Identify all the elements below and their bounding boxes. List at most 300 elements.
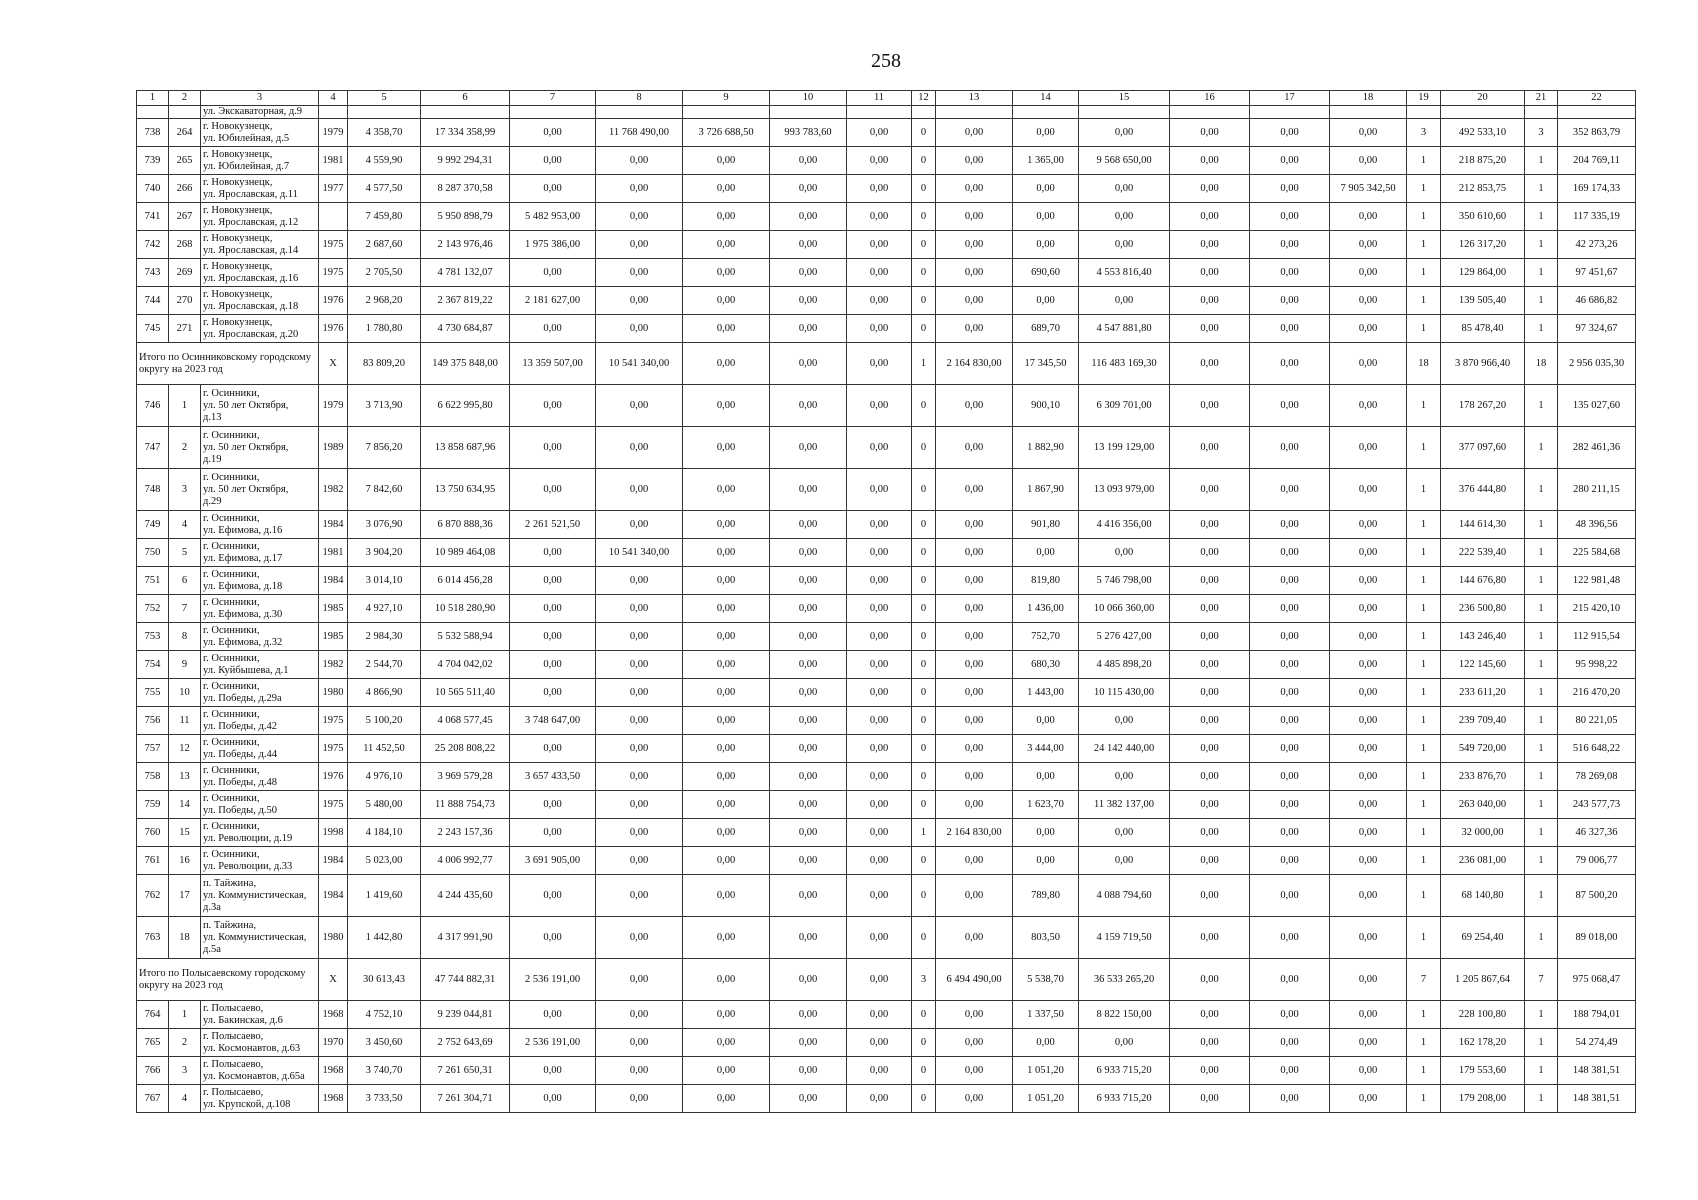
cell-col-18: 0,00 <box>1330 259 1407 287</box>
address-cell: г. Осинники, ул. Победы, д.42 <box>201 707 319 735</box>
cell-col-6: 7 261 304,71 <box>421 1085 510 1113</box>
cell-col-17: 0,00 <box>1250 343 1330 385</box>
column-header-9: 9 <box>683 91 770 106</box>
cell-col-18: 0,00 <box>1330 1001 1407 1029</box>
cell-col-7: 0,00 <box>510 1085 596 1113</box>
cell-col-4: 1984 <box>319 511 348 539</box>
cell-col-7: 0,00 <box>510 735 596 763</box>
cell-col-6: 10 518 280,90 <box>421 595 510 623</box>
cell-col-12: 0 <box>912 847 936 875</box>
address-cell: г. Новокузнецк, ул. Ярославская, д.14 <box>201 231 319 259</box>
cell-col-4: 1980 <box>319 679 348 707</box>
cell-col-5: 4 559,90 <box>348 147 421 175</box>
cell-col-14: 1 443,00 <box>1013 679 1079 707</box>
cell-col-10: 0,00 <box>770 1001 847 1029</box>
cell-col-12: 0 <box>912 231 936 259</box>
empty-cell <box>683 106 770 119</box>
cell-col-22: 95 998,22 <box>1558 651 1636 679</box>
address-cell: г. Новокузнецк, ул. Ярославская, д.16 <box>201 259 319 287</box>
cell-col-19: 1 <box>1407 259 1441 287</box>
cell-col-16: 0,00 <box>1170 651 1250 679</box>
cell-col-13: 0,00 <box>936 119 1013 147</box>
empty-cell <box>847 106 912 119</box>
cell-col-5: 1 780,80 <box>348 315 421 343</box>
cell-col-14: 1 867,90 <box>1013 469 1079 511</box>
cell-col-5: 2 984,30 <box>348 623 421 651</box>
cell-col-7: 5 482 953,00 <box>510 203 596 231</box>
cell-col-12: 0 <box>912 385 936 427</box>
item-number: 1 <box>169 1001 201 1029</box>
cell-col-8: 11 768 490,00 <box>596 119 683 147</box>
cell-col-16: 0,00 <box>1170 287 1250 315</box>
cell-col-10: 0,00 <box>770 791 847 819</box>
address-cell: г. Новокузнецк, ул. Ярославская, д.18 <box>201 287 319 315</box>
cell-col-8: 0,00 <box>596 707 683 735</box>
cell-col-14: 0,00 <box>1013 175 1079 203</box>
cell-col-17: 0,00 <box>1250 595 1330 623</box>
cell-col-13: 0,00 <box>936 679 1013 707</box>
address-cell: г. Новокузнецк, ул. Юбилейная, д.7 <box>201 147 319 175</box>
cell-col-14: 0,00 <box>1013 1029 1079 1057</box>
cell-col-12: 0 <box>912 679 936 707</box>
column-header-11: 11 <box>847 91 912 106</box>
cell-col-10: 0,00 <box>770 469 847 511</box>
cell-col-11: 0,00 <box>847 1085 912 1113</box>
table-row <box>137 287 1636 315</box>
cell-col-15: 8 822 150,00 <box>1079 1001 1170 1029</box>
cell-col-16: 0,00 <box>1170 1029 1250 1057</box>
row-number: 742 <box>137 231 169 259</box>
cell-col-15: 36 533 265,20 <box>1079 959 1170 1001</box>
table-row <box>137 1057 1636 1085</box>
item-number: 18 <box>169 917 201 959</box>
cell-col-16: 0,00 <box>1170 203 1250 231</box>
row-number: 763 <box>137 917 169 959</box>
cell-col-22: 188 794,01 <box>1558 1001 1636 1029</box>
cell-col-15: 6 933 715,20 <box>1079 1057 1170 1085</box>
cell-col-20: 222 539,40 <box>1441 539 1525 567</box>
cell-col-15: 4 088 794,60 <box>1079 875 1170 917</box>
cell-col-6: 10 565 511,40 <box>421 679 510 707</box>
cell-col-8: 0,00 <box>596 1085 683 1113</box>
cell-col-4: 1968 <box>319 1001 348 1029</box>
cell-col-14: 900,10 <box>1013 385 1079 427</box>
cell-col-4: 1976 <box>319 287 348 315</box>
table-row <box>137 175 1636 203</box>
address-cell: г. Осинники, ул. 50 лет Октября, д.29 <box>201 469 319 511</box>
cell-col-11: 0,00 <box>847 875 912 917</box>
cell-col-18: 0,00 <box>1330 1085 1407 1113</box>
item-number: 12 <box>169 735 201 763</box>
cell-col-22: 225 584,68 <box>1558 539 1636 567</box>
cell-col-20: 1 205 867,64 <box>1441 959 1525 1001</box>
cell-col-10: 0,00 <box>770 175 847 203</box>
cell-col-4: 1975 <box>319 259 348 287</box>
address-cell: г. Осинники, ул. Ефимова, д.32 <box>201 623 319 651</box>
cell-col-4: 1979 <box>319 385 348 427</box>
cell-col-4: 1968 <box>319 1057 348 1085</box>
cell-col-22: 148 381,51 <box>1558 1057 1636 1085</box>
row-number: 759 <box>137 791 169 819</box>
cell-col-7: 0,00 <box>510 539 596 567</box>
cell-col-7: 3 748 647,00 <box>510 707 596 735</box>
table-row <box>137 595 1636 623</box>
cell-col-21: 1 <box>1525 875 1558 917</box>
cell-col-9: 0,00 <box>683 567 770 595</box>
address-cell: г. Полысаево, ул. Космонавтов, д.65а <box>201 1057 319 1085</box>
cell-col-12: 0 <box>912 875 936 917</box>
table-row <box>137 539 1636 567</box>
cell-col-4: 1984 <box>319 847 348 875</box>
cell-col-20: 218 875,20 <box>1441 147 1525 175</box>
cell-col-9: 0,00 <box>683 1029 770 1057</box>
cell-col-12: 0 <box>912 469 936 511</box>
empty-cell <box>770 106 847 119</box>
cell-col-11: 0,00 <box>847 959 912 1001</box>
cell-col-9: 0,00 <box>683 763 770 791</box>
cell-col-20: 236 500,80 <box>1441 595 1525 623</box>
cell-col-21: 1 <box>1525 1001 1558 1029</box>
register-body <box>137 91 1636 1113</box>
column-header-22: 22 <box>1558 91 1636 106</box>
cell-col-19: 1 <box>1407 469 1441 511</box>
address-cell: г. Новокузнецк, ул. Ярославская, д.11 <box>201 175 319 203</box>
row-number: 752 <box>137 595 169 623</box>
cell-col-8: 0,00 <box>596 469 683 511</box>
cell-col-21: 1 <box>1525 707 1558 735</box>
cell-col-18: 0,00 <box>1330 595 1407 623</box>
cell-col-19: 1 <box>1407 539 1441 567</box>
cell-col-20: 139 505,40 <box>1441 287 1525 315</box>
cell-col-12: 0 <box>912 1085 936 1113</box>
row-number: 749 <box>137 511 169 539</box>
cell-col-8: 0,00 <box>596 231 683 259</box>
cell-col-11: 0,00 <box>847 1029 912 1057</box>
address-cell: п. Тайжина, ул. Коммунистическая, д.5а <box>201 917 319 959</box>
cell-col-21: 1 <box>1525 287 1558 315</box>
cell-col-17: 0,00 <box>1250 385 1330 427</box>
cell-col-22: 54 274,49 <box>1558 1029 1636 1057</box>
empty-cell <box>169 106 201 119</box>
cell-col-5: 7 842,60 <box>348 469 421 511</box>
cell-col-22: 122 981,48 <box>1558 567 1636 595</box>
cell-col-22: 97 451,67 <box>1558 259 1636 287</box>
cell-col-16: 0,00 <box>1170 385 1250 427</box>
cell-col-13: 0,00 <box>936 763 1013 791</box>
cell-col-22: 46 686,82 <box>1558 287 1636 315</box>
item-number: 266 <box>169 175 201 203</box>
table-row <box>137 231 1636 259</box>
cell-col-16: 0,00 <box>1170 917 1250 959</box>
cell-col-15: 9 568 650,00 <box>1079 147 1170 175</box>
cell-col-4: X <box>319 959 348 1001</box>
cell-col-13: 0,00 <box>936 1001 1013 1029</box>
cell-col-22: 135 027,60 <box>1558 385 1636 427</box>
cell-col-20: 3 870 966,40 <box>1441 343 1525 385</box>
table-row <box>137 1001 1636 1029</box>
cell-col-9: 0,00 <box>683 231 770 259</box>
cell-col-20: 239 709,40 <box>1441 707 1525 735</box>
cell-col-15: 0,00 <box>1079 231 1170 259</box>
item-number: 9 <box>169 651 201 679</box>
cell-col-8: 0,00 <box>596 847 683 875</box>
cell-col-4: 1975 <box>319 231 348 259</box>
cell-col-8: 0,00 <box>596 651 683 679</box>
cell-col-6: 2 143 976,46 <box>421 231 510 259</box>
cell-col-14: 0,00 <box>1013 203 1079 231</box>
cell-col-13: 0,00 <box>936 287 1013 315</box>
cell-col-5: 4 358,70 <box>348 119 421 147</box>
cell-col-6: 6 622 995,80 <box>421 385 510 427</box>
cell-col-6: 2 243 157,36 <box>421 819 510 847</box>
cell-col-16: 0,00 <box>1170 847 1250 875</box>
cell-col-16: 0,00 <box>1170 567 1250 595</box>
cell-col-13: 0,00 <box>936 735 1013 763</box>
empty-cell <box>1525 106 1558 119</box>
cell-col-5: 2 968,20 <box>348 287 421 315</box>
cell-col-9: 0,00 <box>683 175 770 203</box>
cell-col-19: 1 <box>1407 175 1441 203</box>
row-number: 766 <box>137 1057 169 1085</box>
cell-col-19: 1 <box>1407 287 1441 315</box>
cell-col-16: 0,00 <box>1170 623 1250 651</box>
table-row <box>137 469 1636 511</box>
item-number: 16 <box>169 847 201 875</box>
cell-col-12: 0 <box>912 595 936 623</box>
cell-col-12: 1 <box>912 819 936 847</box>
cell-col-13: 0,00 <box>936 385 1013 427</box>
row-number: 746 <box>137 385 169 427</box>
cell-col-9: 0,00 <box>683 735 770 763</box>
cell-col-18: 0,00 <box>1330 511 1407 539</box>
row-number: 755 <box>137 679 169 707</box>
cell-col-11: 0,00 <box>847 735 912 763</box>
table-row <box>137 917 1636 959</box>
cell-col-6: 4 317 991,90 <box>421 917 510 959</box>
cell-col-10: 0,00 <box>770 231 847 259</box>
cell-col-21: 1 <box>1525 917 1558 959</box>
cell-col-21: 1 <box>1525 1085 1558 1113</box>
cell-col-5: 1 442,80 <box>348 917 421 959</box>
cell-col-5: 4 577,50 <box>348 175 421 203</box>
cell-col-13: 2 164 830,00 <box>936 819 1013 847</box>
cell-col-16: 0,00 <box>1170 315 1250 343</box>
cell-col-11: 0,00 <box>847 679 912 707</box>
cell-col-22: 89 018,00 <box>1558 917 1636 959</box>
empty-cell <box>936 106 1013 119</box>
cell-col-21: 1 <box>1525 623 1558 651</box>
cell-col-17: 0,00 <box>1250 511 1330 539</box>
cell-col-5: 11 452,50 <box>348 735 421 763</box>
cell-col-12: 0 <box>912 1029 936 1057</box>
cell-col-13: 0,00 <box>936 147 1013 175</box>
cell-col-12: 0 <box>912 651 936 679</box>
cell-col-13: 0,00 <box>936 651 1013 679</box>
cell-col-19: 1 <box>1407 1085 1441 1113</box>
cell-col-7: 0,00 <box>510 917 596 959</box>
cell-col-15: 0,00 <box>1079 707 1170 735</box>
cell-col-9: 0,00 <box>683 651 770 679</box>
cell-col-6: 9 992 294,31 <box>421 147 510 175</box>
cell-col-9: 0,00 <box>683 315 770 343</box>
address-cell: г. Осинники, ул. Ефимова, д.18 <box>201 567 319 595</box>
cell-col-6: 10 989 464,08 <box>421 539 510 567</box>
cell-col-19: 18 <box>1407 343 1441 385</box>
cell-col-12: 0 <box>912 203 936 231</box>
row-number: 738 <box>137 119 169 147</box>
row-number: 739 <box>137 147 169 175</box>
row-number: 756 <box>137 707 169 735</box>
cell-col-7: 0,00 <box>510 147 596 175</box>
cell-col-22: 204 769,11 <box>1558 147 1636 175</box>
cell-col-16: 0,00 <box>1170 707 1250 735</box>
cell-col-22: 79 006,77 <box>1558 847 1636 875</box>
cell-col-21: 1 <box>1525 763 1558 791</box>
address-cell: г. Новокузнецк, ул. Ярославская, д.20 <box>201 315 319 343</box>
cell-col-16: 0,00 <box>1170 511 1250 539</box>
cell-col-21: 18 <box>1525 343 1558 385</box>
column-header-6: 6 <box>421 91 510 106</box>
cell-col-5: 2 687,60 <box>348 231 421 259</box>
cell-col-7: 0,00 <box>510 679 596 707</box>
row-number: 767 <box>137 1085 169 1113</box>
empty-cell <box>1250 106 1330 119</box>
cell-col-16: 0,00 <box>1170 679 1250 707</box>
cell-col-4: 1998 <box>319 819 348 847</box>
cell-col-5: 2 705,50 <box>348 259 421 287</box>
column-header-17: 17 <box>1250 91 1330 106</box>
cell-col-21: 1 <box>1525 469 1558 511</box>
cell-col-6: 2 367 819,22 <box>421 287 510 315</box>
cell-col-17: 0,00 <box>1250 203 1330 231</box>
cell-col-4: 1977 <box>319 175 348 203</box>
cell-col-12: 3 <box>912 959 936 1001</box>
cell-col-17: 0,00 <box>1250 1085 1330 1113</box>
cell-col-13: 0,00 <box>936 175 1013 203</box>
cell-col-12: 0 <box>912 119 936 147</box>
cell-col-16: 0,00 <box>1170 539 1250 567</box>
cell-col-22: 2 956 035,30 <box>1558 343 1636 385</box>
column-header-20: 20 <box>1441 91 1525 106</box>
cell-col-17: 0,00 <box>1250 707 1330 735</box>
cell-col-9: 0,00 <box>683 707 770 735</box>
cell-col-21: 1 <box>1525 315 1558 343</box>
cell-col-15: 0,00 <box>1079 203 1170 231</box>
cell-col-6: 2 752 643,69 <box>421 1029 510 1057</box>
cell-col-12: 0 <box>912 315 936 343</box>
cell-col-15: 24 142 440,00 <box>1079 735 1170 763</box>
cell-col-8: 0,00 <box>596 1029 683 1057</box>
row-number: 741 <box>137 203 169 231</box>
cell-col-21: 3 <box>1525 119 1558 147</box>
cell-col-22: 48 396,56 <box>1558 511 1636 539</box>
cell-col-18: 0,00 <box>1330 231 1407 259</box>
cell-col-13: 0,00 <box>936 847 1013 875</box>
table-row <box>137 1085 1636 1113</box>
table-row <box>137 763 1636 791</box>
cell-col-21: 1 <box>1525 847 1558 875</box>
cell-col-12: 0 <box>912 567 936 595</box>
cell-col-11: 0,00 <box>847 175 912 203</box>
cell-col-8: 0,00 <box>596 791 683 819</box>
row-number: 762 <box>137 875 169 917</box>
row-number: 744 <box>137 287 169 315</box>
empty-cell <box>1013 106 1079 119</box>
cell-col-22: 80 221,05 <box>1558 707 1636 735</box>
address-cell: г. Осинники, ул. Ефимова, д.30 <box>201 595 319 623</box>
cell-col-11: 0,00 <box>847 917 912 959</box>
item-number: 3 <box>169 469 201 511</box>
cell-col-16: 0,00 <box>1170 231 1250 259</box>
cell-col-4: 1984 <box>319 875 348 917</box>
cell-col-20: 122 145,60 <box>1441 651 1525 679</box>
cell-col-14: 680,30 <box>1013 651 1079 679</box>
cell-col-5: 30 613,43 <box>348 959 421 1001</box>
cell-col-9: 0,00 <box>683 427 770 469</box>
cell-col-10: 993 783,60 <box>770 119 847 147</box>
cell-col-15: 4 547 881,80 <box>1079 315 1170 343</box>
cell-col-16: 0,00 <box>1170 819 1250 847</box>
cell-col-17: 0,00 <box>1250 1057 1330 1085</box>
cell-col-15: 10 066 360,00 <box>1079 595 1170 623</box>
table-row <box>137 511 1636 539</box>
cell-col-16: 0,00 <box>1170 427 1250 469</box>
cell-col-4: 1976 <box>319 763 348 791</box>
column-header-8: 8 <box>596 91 683 106</box>
cell-col-13: 0,00 <box>936 511 1013 539</box>
cell-col-19: 1 <box>1407 651 1441 679</box>
item-number: 11 <box>169 707 201 735</box>
cell-col-19: 1 <box>1407 623 1441 651</box>
cell-col-14: 803,50 <box>1013 917 1079 959</box>
cell-col-20: 212 853,75 <box>1441 175 1525 203</box>
cell-col-9: 0,00 <box>683 1057 770 1085</box>
column-header-4: 4 <box>319 91 348 106</box>
cell-col-16: 0,00 <box>1170 259 1250 287</box>
cell-col-11: 0,00 <box>847 707 912 735</box>
empty-cell <box>137 106 169 119</box>
cell-col-7: 1 975 386,00 <box>510 231 596 259</box>
cell-col-18: 0,00 <box>1330 959 1407 1001</box>
cell-col-22: 280 211,15 <box>1558 469 1636 511</box>
cell-col-7: 0,00 <box>510 819 596 847</box>
cell-col-8: 0,00 <box>596 259 683 287</box>
cell-col-19: 7 <box>1407 959 1441 1001</box>
cell-col-11: 0,00 <box>847 315 912 343</box>
cell-col-7: 0,00 <box>510 427 596 469</box>
cell-col-13: 0,00 <box>936 539 1013 567</box>
cell-col-10: 0,00 <box>770 1057 847 1085</box>
cell-col-5: 5 100,20 <box>348 707 421 735</box>
cell-col-11: 0,00 <box>847 763 912 791</box>
cell-col-20: 179 208,00 <box>1441 1085 1525 1113</box>
cell-col-19: 1 <box>1407 427 1441 469</box>
cell-col-11: 0,00 <box>847 623 912 651</box>
cell-col-5: 4 866,90 <box>348 679 421 707</box>
cell-col-20: 85 478,40 <box>1441 315 1525 343</box>
cell-col-15: 0,00 <box>1079 175 1170 203</box>
cell-col-6: 25 208 808,22 <box>421 735 510 763</box>
cell-col-14: 0,00 <box>1013 819 1079 847</box>
cell-col-19: 1 <box>1407 679 1441 707</box>
cell-col-9: 0,00 <box>683 203 770 231</box>
cell-col-16: 0,00 <box>1170 763 1250 791</box>
cell-col-7: 0,00 <box>510 651 596 679</box>
address-cell: г. Осинники, ул. Куйбышева, д.1 <box>201 651 319 679</box>
cell-col-4: 1981 <box>319 147 348 175</box>
empty-cell <box>1441 106 1525 119</box>
cell-col-15: 0,00 <box>1079 287 1170 315</box>
